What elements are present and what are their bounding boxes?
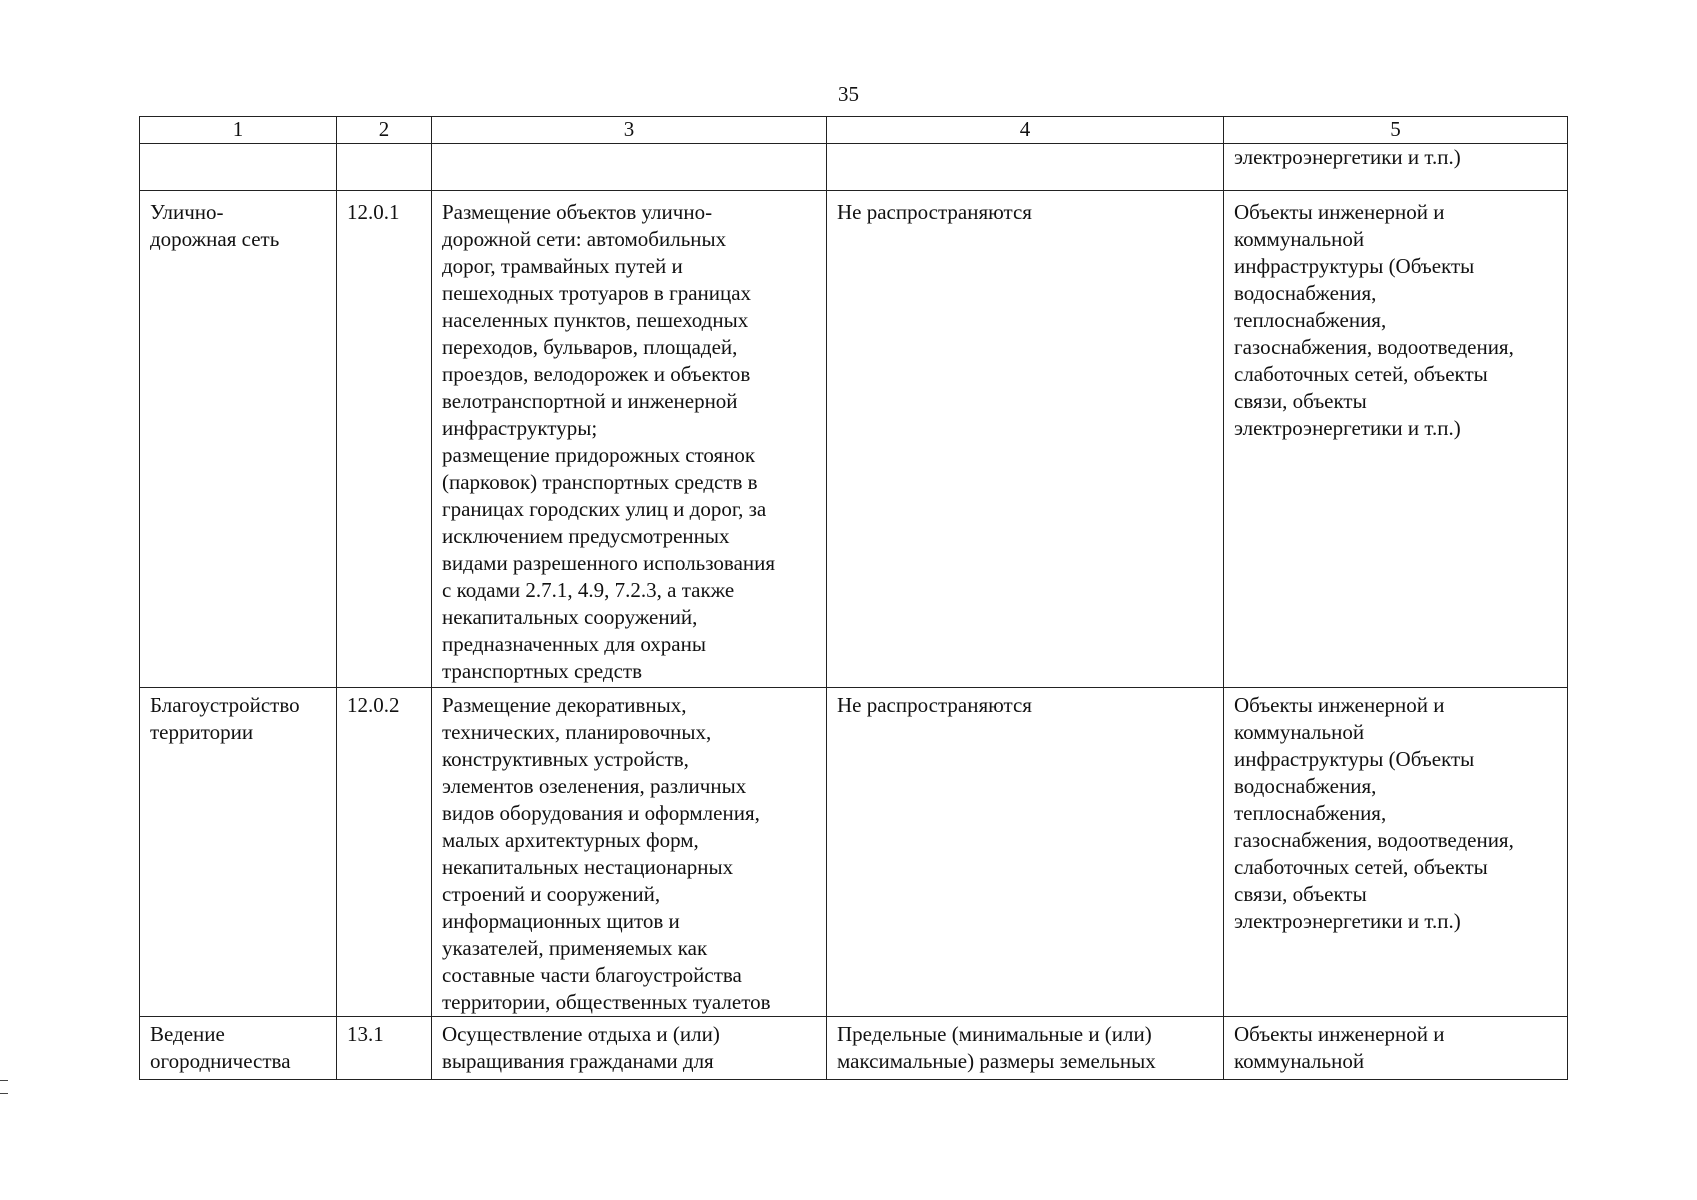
- use-code-cell: 12.0.1: [337, 191, 432, 688]
- objects-cell: Объекты инженерной и коммунальной: [1224, 1017, 1568, 1080]
- table-cell: [140, 144, 337, 191]
- table-row: [140, 1017, 1568, 1080]
- use-code-cell: 13.1: [337, 1017, 432, 1080]
- column-number-cell: 2: [337, 117, 432, 144]
- land-use-table: [139, 116, 1568, 1080]
- table-row: [140, 191, 1568, 688]
- objects-cell: электроэнергетики и т.п.): [1224, 144, 1568, 191]
- limits-cell: Предельные (минимальные и (или) максимальные) размеры земельных: [827, 1017, 1224, 1080]
- scan-edge-mark: [0, 1080, 8, 1094]
- use-code-cell: 12.0.2: [337, 688, 432, 1017]
- use-name-cell: Улично- дорожная сеть: [140, 191, 337, 688]
- table-row: [140, 688, 1568, 1017]
- column-number-row: [140, 117, 1568, 144]
- use-name-cell: Ведение огородничества: [140, 1017, 337, 1080]
- limits-cell: Не распространяются: [827, 191, 1224, 688]
- page-number: 35: [838, 82, 859, 106]
- objects-cell: Объекты инженерной и коммунальной инфраструктуры (Объекты водоснабжения, теплоснабжения, газоснабжения, водоотведения, слаботочных сетей, объекты связи, объекты электроэнергетики и т.п.): [1224, 191, 1568, 688]
- use-description-cell: Осуществление отдыха и (или) выращивания гражданами для: [432, 1017, 827, 1080]
- use-name-cell: Благоустройство территории: [140, 688, 337, 1017]
- table-cell: [432, 144, 827, 191]
- objects-cell: Объекты инженерной и коммунальной инфраструктуры (Объекты водоснабжения, теплоснабжения, газоснабжения, водоотведения, слаботочных сетей, объекты связи, объекты электроэнергетики и т.п.): [1224, 688, 1568, 1017]
- table-cell: [337, 144, 432, 191]
- table-cell: [827, 144, 1224, 191]
- column-number-cell: 4: [827, 117, 1224, 144]
- column-number-cell: 3: [432, 117, 827, 144]
- column-number-cell: 5: [1224, 117, 1568, 144]
- use-description-cell: Размещение декоративных, технических, планировочных, конструктивных устройств, элементов озеленения, различных видов оборудования и оформления, малых архитектурных форм, некапитальных нестационарных строений и сооружений, информационных щитов и указателей, применяемых как составные части благоустройства территории, общественных туалетов: [432, 688, 827, 1017]
- limits-cell: Не распространяются: [827, 688, 1224, 1017]
- use-description-cell: Размещение объектов улично- дорожной сети: автомобильных дорог, трамвайных путей и пешеходных тротуаров в границах населенных пунктов, пешеходных переходов, бульваров, площадей, проездов, велодорожек и объектов велотранспортной и инженерной инфраструктуры; размещение придорожных стоянок (парковок) транспортных средств в границах городских улиц и дорог, за исключением предусмотренных видами разрешенного использования с кодами 2.7.1, 4.9, 7.2.3, а также некапитальных сооружений, предназначенных для охраны транспортных средств: [432, 191, 827, 688]
- continuation-row: [140, 144, 1568, 191]
- column-number-cell: 1: [140, 117, 337, 144]
